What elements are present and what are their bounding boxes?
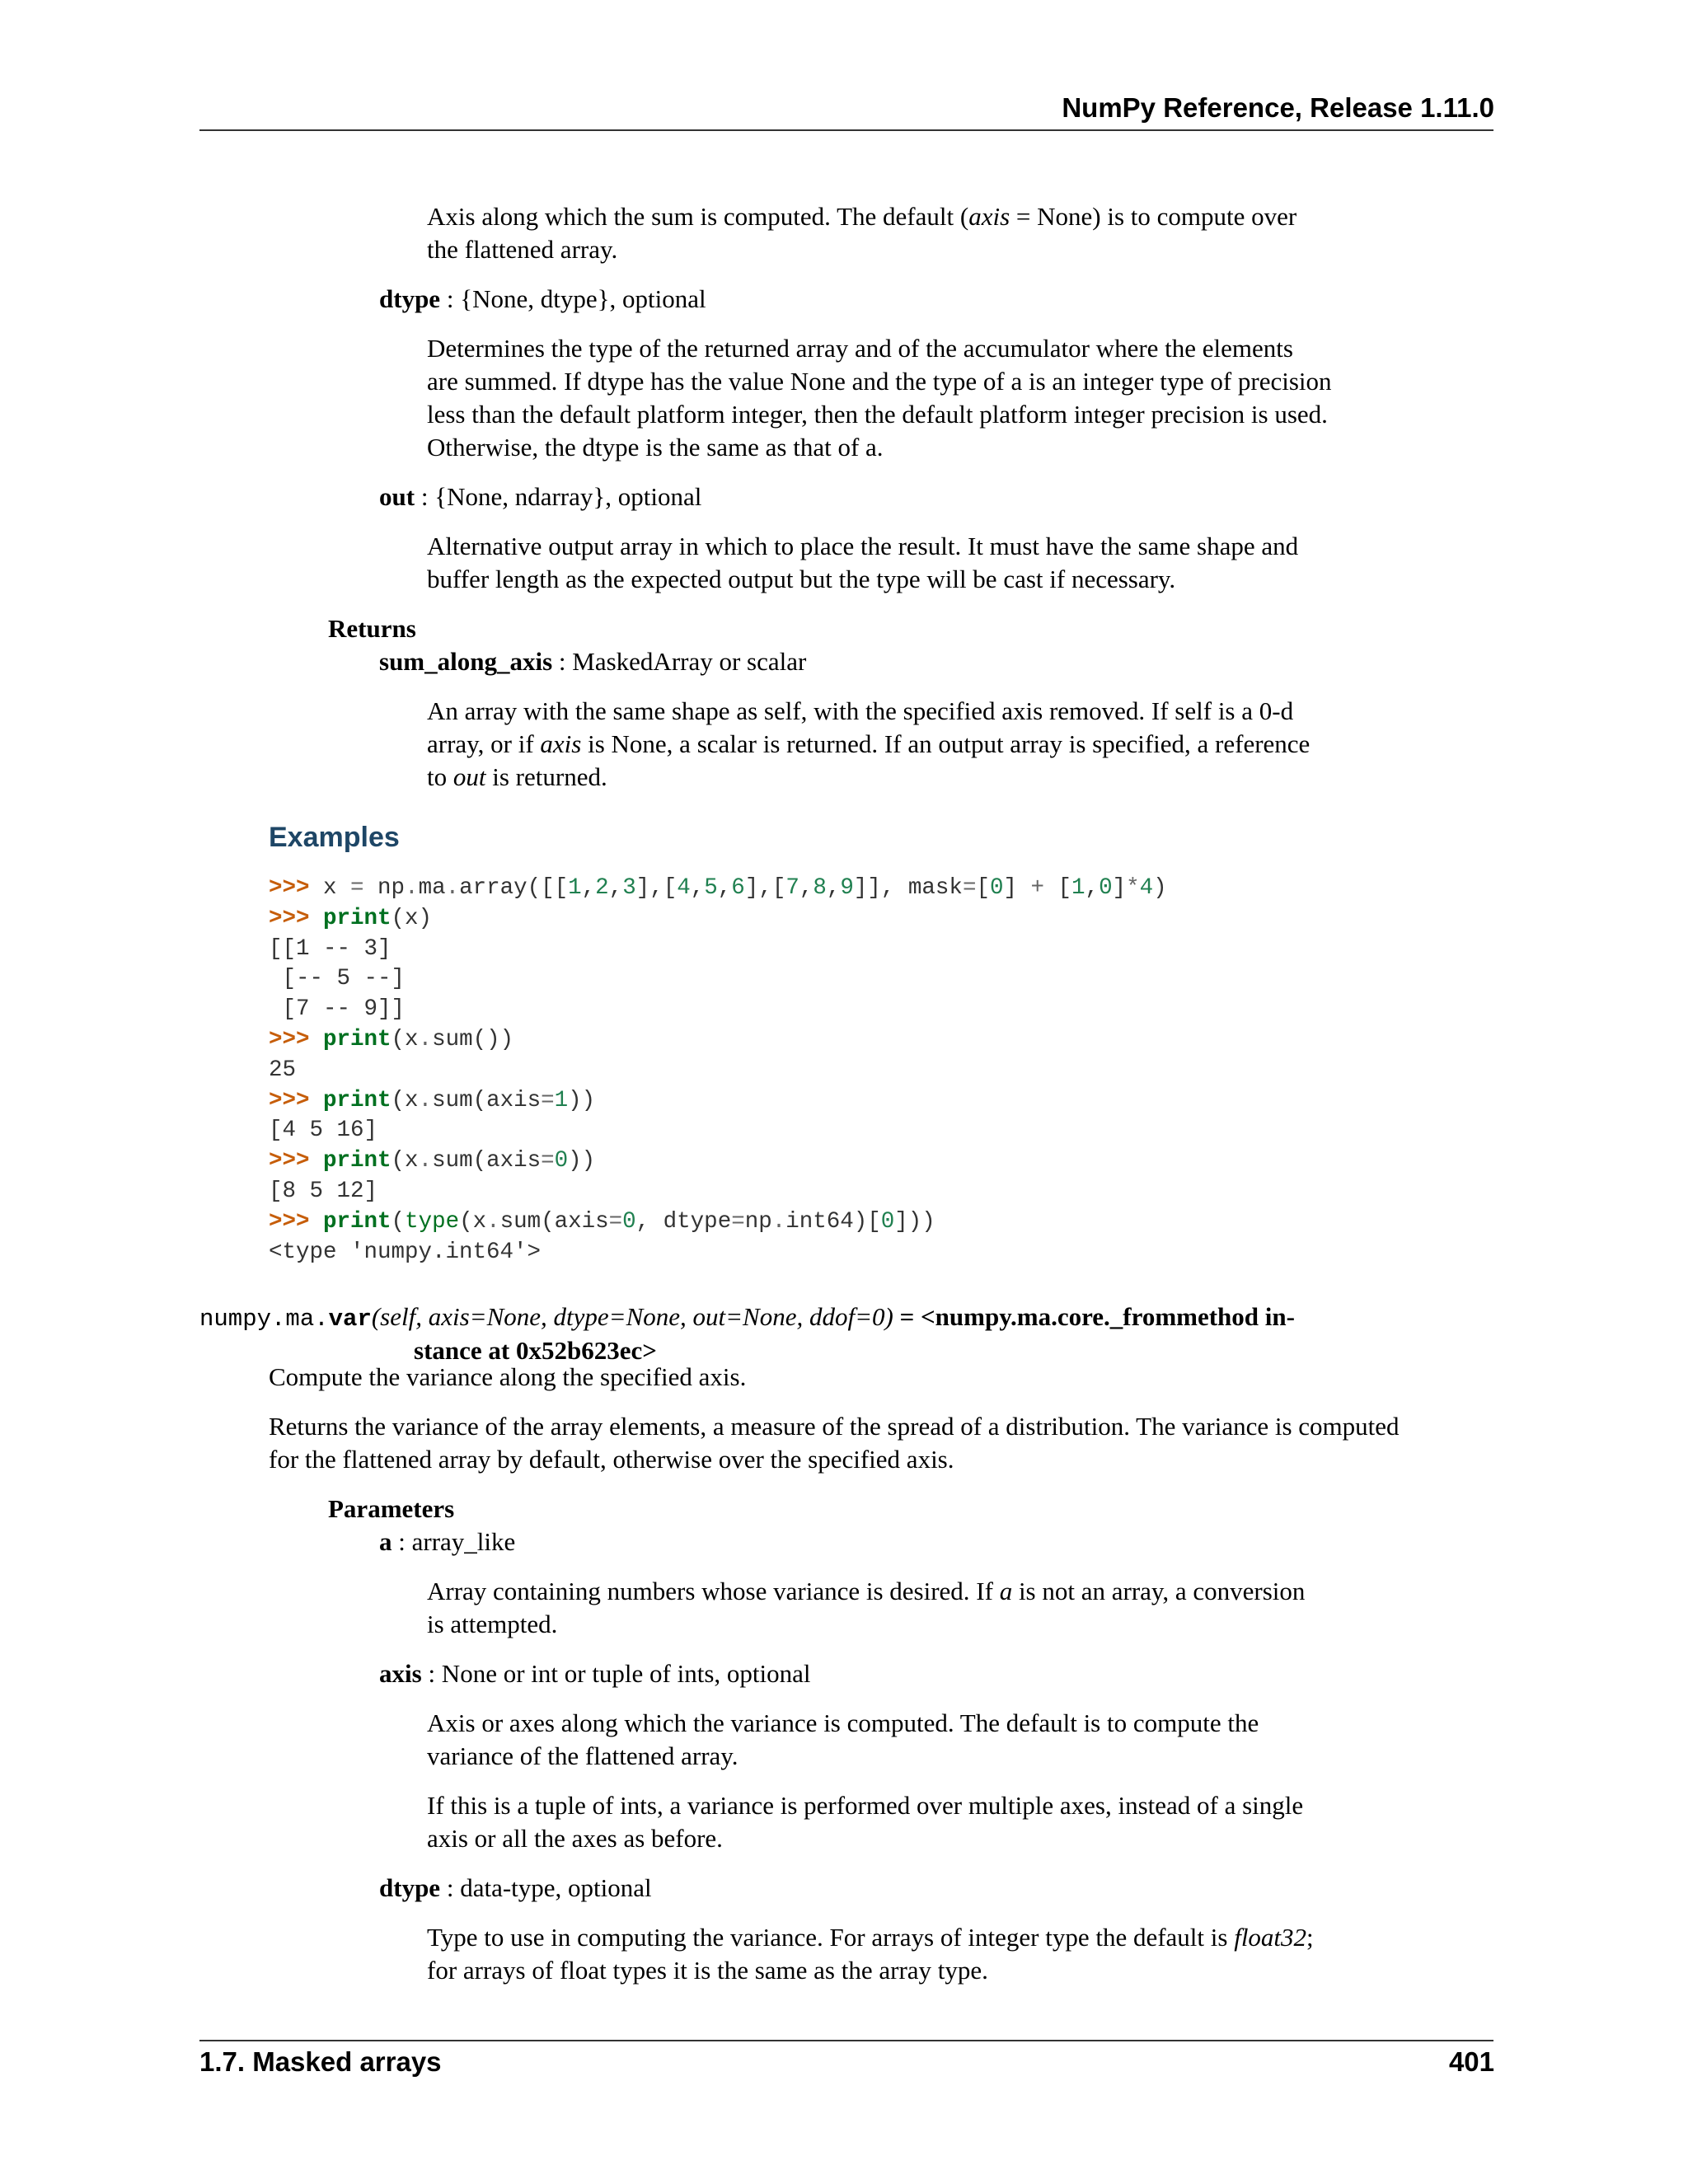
footer-rule (199, 2040, 1493, 2041)
var-signature-continuation: stance at 0x52b623ec> (414, 1336, 657, 1365)
return-description: An array with the same shape as self, with the specified axis removed. If self is a 0-d array, or if axis is None, a scalar is returned. If an output array is specified, a reference to out is returned. (427, 696, 1311, 791)
var-description: Returns the variance of the array elements, a measure of the spread of a distribution. The variance is computed for the flattened array by default, otherwise over the specified axis. (269, 1412, 1400, 1474)
code-line: >>> x = np.ma.array([[1,2,3],[4,5,6],[7,8,9]], mask=[0] + [1,0]*4) (269, 875, 1167, 901)
code-line: [-- 5 --] (269, 966, 406, 992)
code-line: <type 'numpy.int64'> (269, 1239, 542, 1265)
axis-tuple-description: If this is a tuple of ints, a variance is performed over multiple axes, instead of a single axis or all the axes as before. (427, 1791, 1304, 1853)
code-line: >>> print(x.sum()) (269, 1026, 514, 1052)
axis-var-description: Axis or axes along which the variance is computed. The default is to compute the variance of the flattened array. (427, 1708, 1259, 1770)
var-summary: Compute the variance along the specified axis. (269, 1362, 747, 1391)
code-line: >>> print(type(x.sum(axis=0, dtype=np.int64)[0])) (269, 1208, 935, 1235)
dtype-var-description: Type to use in computing the variance. For arrays of integer type the default is float32; for arrays of float types it is the same as the array type. (427, 1923, 1314, 1985)
code-line: >>> print(x.sum(axis=0)) (269, 1148, 596, 1174)
dtype-description: Determines the type of the returned array and of the accumulator where the elements are summed. If dtype has the value None and the type of a is an integer type of precision less than the default platform integer, then the default platform integer precision is used. Otherwise, the dtype is the same as that of a. (427, 334, 1332, 462)
param-out: out : {None, ndarray}, optional (379, 482, 702, 511)
code-line: >>> print(x.sum(axis=1)) (269, 1087, 596, 1113)
code-line: 25 (269, 1057, 297, 1083)
parameters-label: Parameters (328, 1494, 455, 1523)
param-axis: axis : None or int or tuple of ints, optional (379, 1659, 811, 1688)
running-header: NumPy Reference, Release 1.11.0 (1062, 92, 1494, 123)
code-line: [7 -- 9]] (269, 996, 406, 1023)
return-sum-along-axis: sum_along_axis : MaskedArray or scalar (379, 647, 807, 676)
a-description: Array containing numbers whose variance is desired. If a is not an array, a conversion is attempted. (427, 1577, 1306, 1638)
footer-section: 1.7. Masked arrays (199, 2046, 442, 2077)
param-dtype-var: dtype : data-type, optional (379, 1873, 652, 1902)
code-line: >>> print(x) (269, 905, 433, 931)
header-rule (199, 129, 1493, 131)
axis-description: Axis along which the sum is computed. The default (axis = None) is to compute over the flattened array. (427, 202, 1297, 264)
example-code-block (269, 874, 1167, 1268)
param-a: a : array_like (379, 1527, 516, 1556)
code-line: [8 5 12] (269, 1178, 378, 1204)
out-description: Alternative output array in which to place the result. It must have the same shape and buffer length as the expected output but the type will be cast if necessary. (427, 532, 1299, 593)
code-line: [4 5 16] (269, 1118, 378, 1144)
param-dtype: dtype : {None, dtype}, optional (379, 284, 706, 313)
returns-label: Returns (328, 614, 416, 643)
code-line: [[1 -- 3] (269, 935, 392, 962)
page-number: 401 (1448, 2046, 1494, 2077)
examples-heading: Examples (269, 822, 400, 853)
var-signature: numpy.ma.var(self, axis=None, dtype=None, out=None, ddof=0) = <numpy.ma.core._frommethod in- (199, 1302, 1295, 1333)
